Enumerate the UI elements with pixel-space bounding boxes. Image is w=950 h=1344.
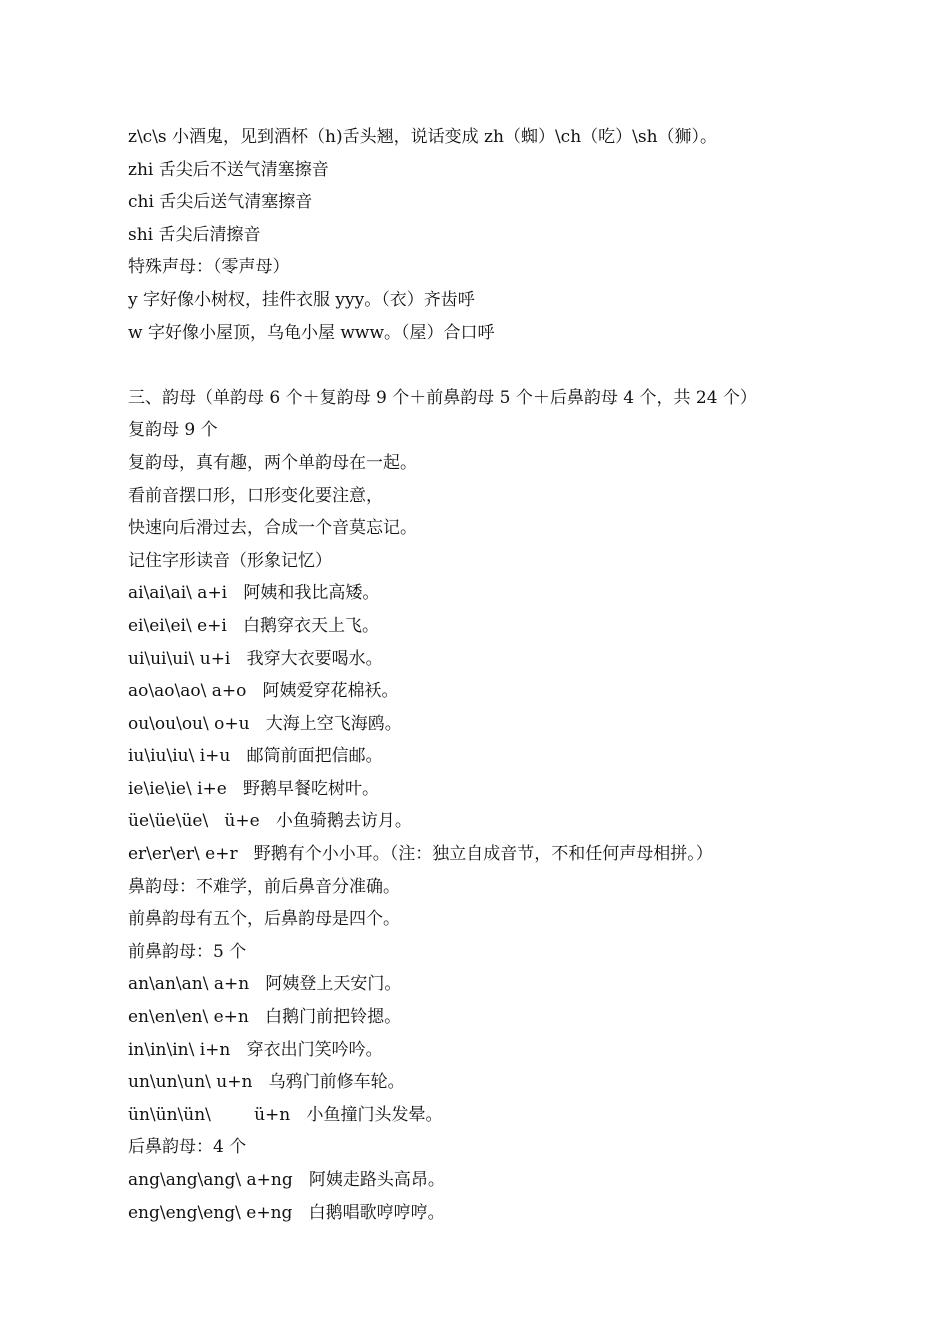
text-line: ai\ai\ai\ a+i 阿姨和我比高矮。 — [128, 583, 380, 604]
text-line: en\en\en\ e+n 白鹅门前把铃摁。 — [128, 1007, 402, 1028]
text-line: 看前音摆口形，口形变化要注意， — [128, 485, 383, 506]
text-line: iu\iu\iu\ i+u 邮筒前面把信邮。 — [128, 746, 383, 767]
text-line: 快速向后滑过去，合成一个音莫忘记。 — [128, 518, 417, 539]
text-line: 鼻韵母：不难学，前后鼻音分准确。 — [128, 876, 400, 897]
text-line: z\c\s 小酒鬼，见到酒杯（h)舌头翘，说话变成 zh（蜘）\ch（吃）\sh（狮）。 — [128, 127, 718, 147]
subheading: 后鼻韵母：4 个 — [128, 1137, 247, 1158]
text-line: an\an\an\ a+n 阿姨登上天安门。 — [128, 974, 402, 995]
text-line: 特殊声母：（零声母） — [128, 257, 290, 278]
text-line: üe\üe\üe\ ü+e 小鱼骑鹅去访月。 — [128, 811, 412, 832]
text-line: ui\ui\ui\ u+i 我穿大衣要喝水。 — [128, 648, 383, 669]
text-line: eng\eng\eng\ e+ng 白鹅唱歌哼哼哼。 — [128, 1202, 445, 1223]
subheading: 复韵母 9 个 — [128, 420, 218, 441]
text-line: y 字好像小树杈，挂件衣服 yyy。（衣）齐齿呼 — [128, 289, 475, 310]
text-line: ou\ou\ou\ o+u 大海上空飞海鸥。 — [128, 713, 402, 734]
text-line: 前鼻韵母有五个，后鼻韵母是四个。 — [128, 909, 400, 930]
text-line: un\un\un\ u+n 乌鸦门前修车轮。 — [128, 1072, 405, 1093]
text-line: ao\ao\ao\ a+o 阿姨爱穿花棉袄。 — [128, 681, 399, 702]
text-line: ei\ei\ei\ e+i 白鹅穿衣天上飞。 — [128, 615, 380, 636]
text-line: in\in\in\ i+n 穿衣出门笑吟吟。 — [128, 1039, 383, 1060]
text-line: ang\ang\ang\ a+ng 阿姨走路头高昂。 — [128, 1170, 445, 1190]
text-line: 记住字形读音（形象记忆） — [128, 550, 332, 571]
text-line: chi 舌尖后送气清塞擦音 — [128, 192, 313, 213]
text-line: w 字好像小屋顶，乌龟小屋 www。（屋）合口呼 — [128, 322, 495, 343]
subheading: 前鼻韵母：5 个 — [128, 941, 247, 962]
section-heading: 三、韵母（单韵母 6 个＋复韵母 9 个＋前鼻韵母 5 个＋后鼻韵母 4 个，共 24 个） — [128, 387, 757, 408]
text-line: ün\ün\ün\ ü+n 小鱼撞门头发晕。 — [128, 1104, 443, 1125]
blank-line — [128, 349, 828, 382]
text-line: ie\ie\ie\ i+e 野鹅早餐吃树叶。 — [128, 778, 380, 799]
text-line: zhi 舌尖后不送气清塞擦音 — [128, 159, 329, 180]
text-line: shi 舌尖后清擦音 — [128, 224, 261, 245]
text-line: 复韵母，真有趣，两个单韵母在一起。 — [128, 452, 417, 473]
text-line: er\er\er\ e+r 野鹅有个小小耳。（注：独立自成音节，不和任何声母相拼。） — [128, 844, 713, 865]
document-body — [128, 121, 828, 1229]
